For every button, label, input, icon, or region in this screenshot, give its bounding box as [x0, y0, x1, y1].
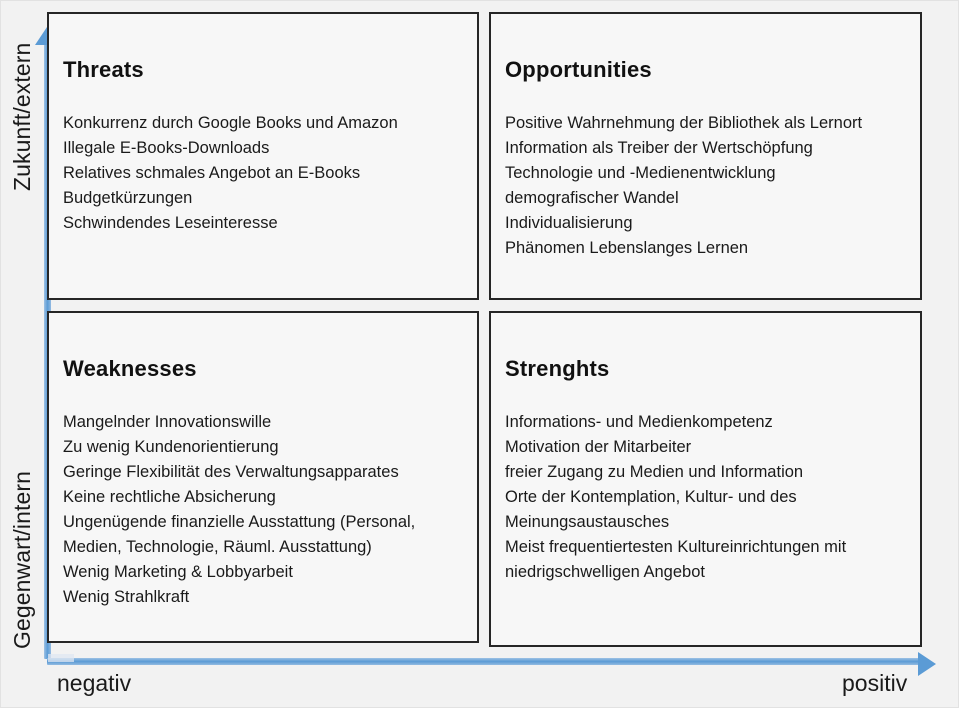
quadrant-threats	[47, 12, 479, 300]
vertical-axis-top-label	[1, 21, 39, 191]
list-item: Wenig Strahlkraft	[63, 588, 190, 606]
axis-origin-artifact	[48, 654, 74, 662]
list-item: Geringe Flexibilität des Verwaltungsapparates	[63, 463, 399, 481]
quadrant-opportunities-title: Opportunities	[505, 57, 652, 82]
list-item: Wenig Marketing & Lobbyarbeit	[63, 563, 293, 581]
list-item: Keine rechtliche Absicherung	[63, 488, 276, 506]
list-item: Relatives schmales Angebot an E-Books	[63, 164, 361, 182]
list-item: Individualisierung	[505, 214, 633, 232]
vertical-axis-bottom-label-text: Gegenwart/intern	[9, 470, 35, 649]
quadrant-weaknesses-list	[49, 380, 477, 610]
horizontal-axis-arrow-shaft	[47, 658, 922, 665]
list-item: Technologie und -Medienentwicklung	[505, 164, 776, 182]
horizontal-axis-left-label: negativ	[57, 670, 132, 696]
list-item: Konkurrenz durch Google Books und Amazon	[63, 114, 398, 132]
quadrant-strenghts	[489, 311, 922, 647]
list-item: Mangelnder Innovationswille	[63, 413, 272, 431]
list-item: Meist frequentiertesten Kultureinrichtungen mit niedrigschwelligen Angebot	[505, 538, 847, 581]
quadrant-opportunities-list	[491, 81, 920, 261]
list-item: demografischer Wandel	[505, 189, 679, 207]
list-item: Budgetkürzungen	[63, 189, 193, 207]
list-item: Ungenügende finanzielle Ausstattung (Personal, Medien, Technologie, Räuml. Ausstattung)	[63, 513, 416, 556]
list-item: Phänomen Lebenslanges Lernen	[505, 239, 749, 257]
horizontal-axis-arrowhead-icon	[918, 652, 936, 676]
list-item: Positive Wahrnehmung der Bibliothek als Lernort	[505, 114, 863, 132]
list-item: Informations- und Medienkompetenz	[505, 413, 773, 431]
list-item: Illegale E-Books-Downloads	[63, 139, 270, 157]
quadrant-strenghts-list	[491, 380, 920, 585]
quadrant-threats-title: Threats	[63, 57, 144, 82]
list-item: Motivation der Mitarbeiter	[505, 438, 692, 456]
list-item: Zu wenig Kundenorientierung	[63, 438, 279, 456]
list-item: Schwindendes Leseinteresse	[63, 214, 278, 232]
quadrant-threats-list	[49, 81, 477, 236]
list-item: Orte der Kontemplation, Kultur- und des Meinungsaustausches	[505, 488, 797, 531]
list-item: freier Zugang zu Medien und Information	[505, 463, 804, 481]
quadrant-strenghts-title: Strenghts	[505, 356, 610, 381]
horizontal-axis-right-label: positiv	[842, 670, 908, 696]
vertical-axis-top-label-text: Zukunft/extern	[9, 42, 35, 191]
quadrant-weaknesses	[47, 311, 479, 643]
list-item: Information als Treiber der Wertschöpfung	[505, 139, 813, 157]
quadrant-weaknesses-title: Weaknesses	[63, 356, 197, 381]
vertical-axis-bottom-label	[1, 421, 39, 649]
quadrant-opportunities	[489, 12, 922, 300]
